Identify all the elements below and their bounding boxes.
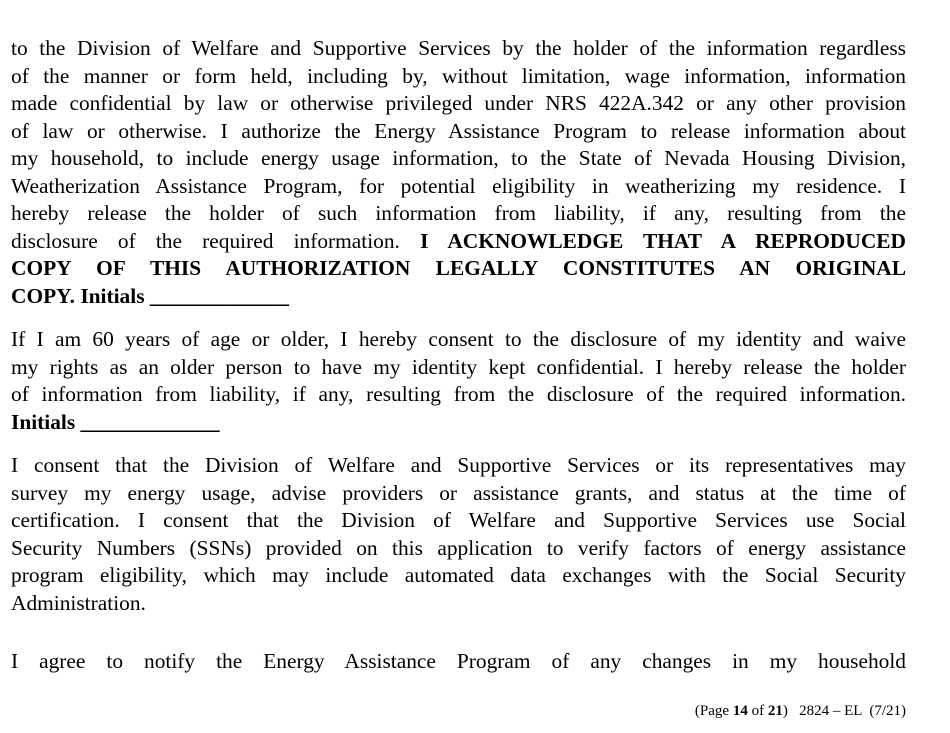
text-line: program eligibility, which may include automated data exchanges with the Social Security xyxy=(11,563,906,587)
footer-page-of: of xyxy=(747,703,768,719)
footer-page-suffix: ) xyxy=(782,703,788,719)
text-line: certification. I consent that the Division of Welfare and Supportive Services use Social xyxy=(11,508,906,532)
text-line: Administration. xyxy=(11,590,146,615)
older-person-paragraph xyxy=(11,326,906,436)
text-line: survey my energy usage, advise providers or assistance grants, and status at the time of xyxy=(11,480,906,505)
text-line: If I am 60 years of age or older, I hereby consent to the disclosure of my identity and waive xyxy=(11,327,906,351)
text-line: of information from liability, if any, resulting from the disclosure of the required information. xyxy=(11,382,906,406)
consent-paragraph xyxy=(11,452,906,617)
page-number: 14 xyxy=(732,703,748,719)
text-line: of law or otherwise. I authorize the Energy Assistance Program to release information about xyxy=(11,118,906,143)
text-line: Security Numbers (SSNs) provided on this application to verify factors of energy assistance xyxy=(11,535,906,560)
initials-field-1[interactable]: COPY. Initials _____________ xyxy=(11,283,289,308)
text-line-mixed xyxy=(11,228,906,256)
text-line: of the manner or form held, including by, without limitation, wage information, information xyxy=(11,63,906,88)
document-page xyxy=(11,35,906,676)
text-line: Weatherization Assistance Program, for potential eligibility in weatherizing my residence. I xyxy=(11,173,906,198)
initials-line-2 xyxy=(11,409,906,437)
acknowledgement-bold-line xyxy=(11,255,906,283)
text-line: my rights as an older person to have my identity kept confidential. I hereby release the holder xyxy=(11,354,906,379)
form-code: 2824 – EL (7/21) xyxy=(787,703,906,719)
text-line: I agree to notify the Energy Assistance Program of any changes in my household xyxy=(11,649,906,673)
text-line: I consent that the Division of Welfare and Supportive Services or its representatives may xyxy=(11,453,906,477)
footer-page-prefix: (Page xyxy=(694,703,733,719)
initials-field-2[interactable]: Initials _____________ xyxy=(11,409,220,434)
text-line: to the Division of Welfare and Supportive Services by the holder of the information regardless xyxy=(11,36,906,60)
text-line: made confidential by law or otherwise privileged under NRS 422A.342 or any other provision xyxy=(11,91,906,115)
text-plain: disclosure of the required information. xyxy=(11,228,421,253)
initials-line-1 xyxy=(11,283,906,311)
authorization-paragraph xyxy=(11,35,906,310)
page-total: 21 xyxy=(767,703,783,719)
notify-paragraph xyxy=(11,648,906,676)
acknowledgement-bold: I ACKNOWLEDGE THAT A REPRODUCED xyxy=(420,228,906,253)
acknowledgement-bold: COPY OF THIS AUTHORIZATION LEGALLY CONSTITUTES AN ORIGINAL xyxy=(11,256,906,280)
text-line: hereby release the holder of such information from liability, if any, resulting from the xyxy=(11,201,906,225)
page-footer xyxy=(695,702,906,720)
text-line: my household, to include energy usage information, to the State of Nevada Housing Division, xyxy=(11,146,906,170)
